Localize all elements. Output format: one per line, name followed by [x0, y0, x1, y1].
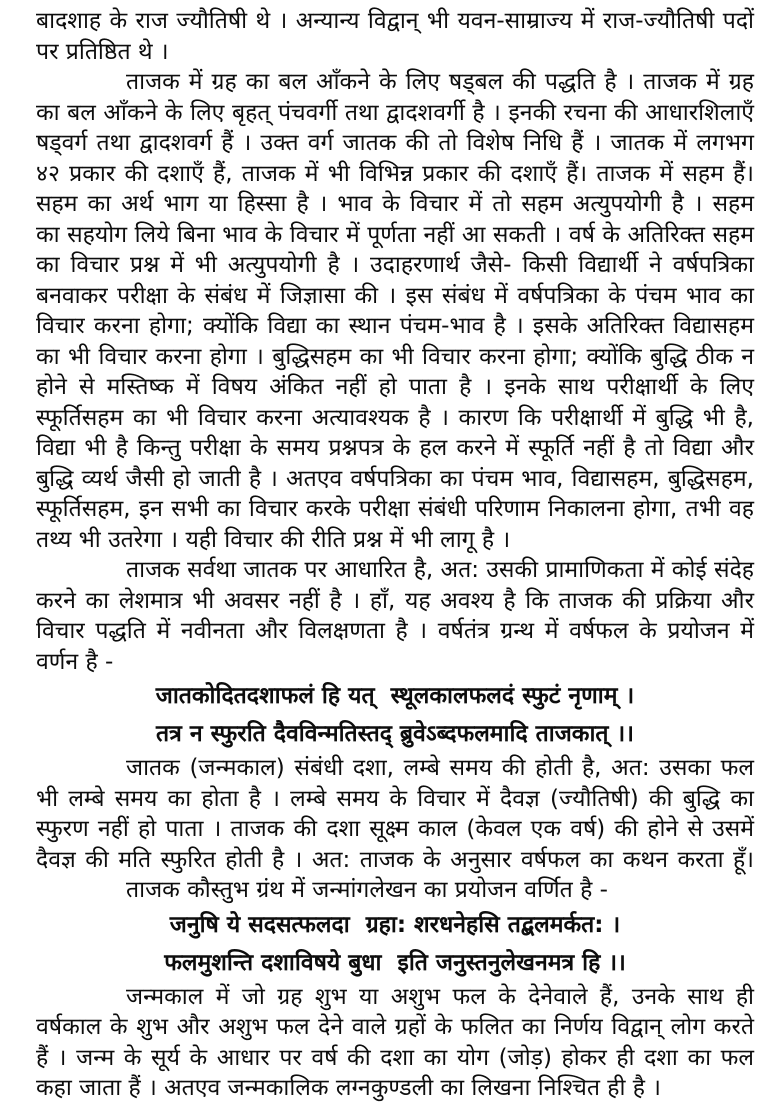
- text-line: का बल आँकने के लिए बृहत् पंचवर्गी तथा द्वादशवर्गी है । इनकी रचना की आधारशिलाएँ: [36, 99, 754, 126]
- text-line: का विचार प्रश्न में भी अत्युपयोगी है । उदाहरणार्थ जैसे- किसी विद्यार्थी ने वर्षपत्रिका: [36, 252, 754, 278]
- text-line: वर्षकाल के शुभ और अशुभ फल देने वाले ग्रहों के फलित का निर्णय विद्वान् लोग करते: [36, 1014, 754, 1040]
- text-line: षड्वर्ग तथा द्वादशवर्ग हैं । उक्त वर्ग जातक की तो विशेष निधि हैं । जातक में लगभग: [36, 130, 754, 156]
- text-line: ४२ प्रकार की दशाएँ हैं, ताजक में भी विभिन्न प्रकार की दशाएँ हैं। ताजक में सहम हैं।: [36, 160, 754, 187]
- text-line: हैं । जन्म के सूर्य के आधार पर वर्ष की दशा का योग (जोड़) होकर ही दशा का फल: [36, 1044, 754, 1071]
- text-line: का भी विचार करना होगा । बुद्धिसहम का भी विचार करना होगा; क्योंकि बुद्धि ठीक न: [36, 343, 754, 370]
- text-line: विचार करना होगा; क्योंकि विद्या का स्थान पंचम-भाव है । इसके अतिरिक्त विद्यासहम: [36, 313, 754, 339]
- text-line: वर्णन है -: [36, 648, 114, 675]
- text-line: भी लम्बे समय का होता है । लम्बे समय के विचार में दैवज्ञ (ज्यौतिषी) की बुद्धि का: [36, 785, 754, 812]
- text-line: ताजक कौस्तुभ ग्रंथ में जन्मांगलेखन का प्रयोजन वर्णित है -: [126, 877, 608, 903]
- text-line: दैवज्ञ की मति स्फुरित होती है । अत: ताजक के अनुसार वर्षफल का कथन करता हूँ।: [36, 846, 754, 873]
- text-line: स्फूर्तिसहम का भी विचार करना अत्यावश्यक है । कारण कि परीक्षार्थी में बुद्धि भी है,: [36, 404, 754, 431]
- text-line: विचार पद्धति में नवीनता और विलक्षणता है । वर्षतंत्र ग्रन्थ में वर्षफल के प्रयोजन में: [36, 618, 754, 644]
- text-line: जनुषि ये सदसत्फलदा ग्रहा: शरधनेहसि तद्बलमर्कत: ।: [169, 911, 621, 938]
- text-line: होने से मस्तिष्क में विषय अंकित नहीं हो पाता है । इनके साथ परीक्षार्थी के लिए: [36, 374, 754, 400]
- text-line: बादशाह के राज ज्यौतिषी थे । अन्यान्य विद्वान् भी यवन-साम्राज्य में राज-ज्यौतिषी पदों: [36, 8, 754, 34]
- text-line: फलमुशन्ति दशाविषये बुधा इति जनुस्तनुलेखनमत्र हि ।।: [164, 949, 626, 976]
- text-line: पर प्रतिष्ठित थे ।: [36, 38, 169, 65]
- text-line: का सहयोग लिये बिना भाव के विचार में पूर्णता नहीं आ सकती । वर्ष के अतिरिक्त सहम: [36, 221, 754, 248]
- text-line: सहम का अर्थ भाग या हिस्सा है । भाव के विचार में तो सहम अत्युपयोगी है । सहम: [36, 191, 754, 217]
- text-line: जातकोदितदशाफलं हि यत् स्थूलकालफलदं स्फुटं नृणाम् ।: [155, 683, 635, 709]
- text-line: करने का लेशमात्र भी अवसर नहीं है । हाँ, यह अवश्य है कि ताजक की प्रक्रिया और: [36, 587, 754, 614]
- text-line: बनवाकर परीक्षा के संबंध में जिज्ञासा की । इस संबंध में वर्षपत्रिका के पंचम भाव का: [36, 282, 754, 309]
- text-line: बुद्धि व्यर्थ जैसी हो जाती है । अतएव वर्षपत्रिका का पंचम भाव, विद्यासहम, बुद्धिसहम,: [36, 465, 754, 492]
- text-line: ताजक सर्वथा जातक पर आधारित है, अत: उसकी प्रामाणिकता में कोई संदेह: [126, 557, 755, 583]
- text-lines: [36, 6, 754, 1104]
- text-line: स्फूर्तिसहम, इन सभी का विचार करके परीक्षा संबंधी परिणाम निकालना होगा, तभी वह: [36, 496, 754, 522]
- text-line: विद्या भी है किन्तु परीक्षा के समय प्रश्नपत्र के हल करने में स्फूर्ति नहीं है तो विद्या और: [36, 435, 754, 461]
- text-line: जातक (जन्मकाल) संबंधी दशा, लम्बे समय की होती है, अत: उसका फल: [126, 755, 754, 781]
- text-line: कहा जाता हैं । अतएव जन्मकालिक लग्नकुण्डली का लिखना निश्चित ही है ।: [36, 1075, 661, 1101]
- text-line: तत्र न स्फुरति दैवविन्मतिस्तद् ब्रुवेऽब्दफलमादि ताजकात् ।।: [156, 721, 634, 747]
- text-line: तथ्य भी उतरेगा । यही विचार की रीति प्रश्न में भी लागू है ।: [36, 526, 511, 553]
- text-line: ताजक में ग्रह का बल आँकने के लिए षड्बल की पद्धति है । ताजक में ग्रह: [126, 69, 754, 95]
- text-line: जन्मकाल में जो ग्रह शुभ या अशुभ फल के देनेवाले हैं, उनके साथ ही: [126, 983, 754, 1010]
- text-line: स्फुरण नहीं हो पाता । ताजक की दशा सूक्ष्म काल (केवल एक वर्ष) की होने से उसमें: [36, 816, 754, 842]
